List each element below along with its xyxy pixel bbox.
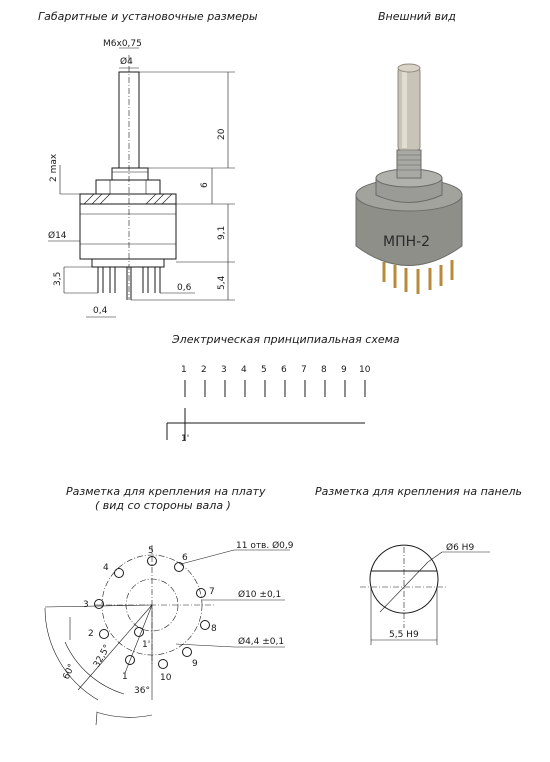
panel-marking-heading: Разметка для крепления на панель — [315, 485, 523, 498]
pin-label: 7 — [301, 365, 307, 375]
pin-label: 5 — [261, 365, 267, 375]
inner-dia-label: Ø4,4 ±0,1 — [238, 637, 285, 647]
schematic-heading: Электрическая принципиальная схема — [172, 333, 400, 346]
center-label: 1' — [142, 640, 151, 650]
nut — [96, 180, 160, 194]
hole-label: 1 — [122, 672, 128, 682]
panel — [80, 194, 176, 204]
hole-label: 3 — [83, 600, 89, 610]
pin-pitch-label: 0,6 — [177, 283, 192, 293]
hole-label: 6 — [182, 553, 188, 563]
holes-note: 11 отв. Ø0,9 — [236, 541, 294, 551]
hole-label: 10 — [160, 673, 172, 683]
max-label: 2 max — [49, 153, 59, 182]
product-photo — [356, 64, 462, 294]
board-marking-subheading: ( вид со стороны вала ) — [95, 499, 231, 512]
appearance-heading: Внешний вид — [378, 10, 456, 23]
hole-dia-label: Ø6 H9 — [446, 543, 475, 553]
pin-label: 9 — [341, 365, 347, 375]
common-label: 1' — [181, 434, 190, 444]
shaft — [119, 72, 139, 168]
hole-label: 2 — [88, 629, 94, 639]
angle-32-label: 32,5° — [91, 643, 113, 670]
flat-label: 5,5 H9 — [389, 630, 419, 640]
hole-label: 8 — [211, 624, 217, 634]
thread-label: М6х0,75 — [103, 39, 142, 49]
schematic — [167, 365, 371, 444]
body-label: МПН-2 — [383, 234, 431, 250]
pin-h-label: 3,5 — [53, 271, 63, 286]
pin-label: 2 — [201, 365, 207, 375]
pin-label: 4 — [241, 365, 247, 375]
bushing — [112, 168, 148, 180]
hole-label: 4 — [103, 563, 109, 573]
angle-36-label: 36° — [134, 686, 150, 696]
pin-label: 6 — [281, 365, 287, 375]
pin-len-label: 5,4 — [217, 275, 227, 290]
hole-label: 7 — [209, 587, 215, 597]
pin-label: 8 — [321, 365, 327, 375]
panel-marking — [360, 542, 490, 645]
hole-label: 9 — [192, 659, 198, 669]
angle-60-label: 60° — [61, 662, 78, 682]
body-dia-label: Ø14 — [48, 231, 67, 241]
dimensions-heading: Габаритные и установочные размеры — [38, 10, 258, 23]
shaft-len-label: 20 — [217, 128, 227, 140]
hole-label: 5 — [148, 546, 154, 556]
bushing-len-label: 6 — [200, 182, 210, 188]
shaft-dia-label: Ø4 — [120, 57, 133, 67]
pin-w-label: 0,4 — [93, 306, 108, 316]
pin-label: 1 — [181, 365, 187, 375]
pin-label: 3 — [221, 365, 227, 375]
circle-dia-label: Ø10 ±0,1 — [238, 590, 282, 600]
body-h-label: 9,1 — [217, 225, 227, 240]
board-marking-heading: Разметка для крепления на плату — [66, 485, 266, 498]
body — [80, 204, 176, 259]
dimension-drawing — [48, 39, 235, 317]
pin-label: 10 — [359, 365, 371, 375]
board-marking — [45, 540, 294, 725]
